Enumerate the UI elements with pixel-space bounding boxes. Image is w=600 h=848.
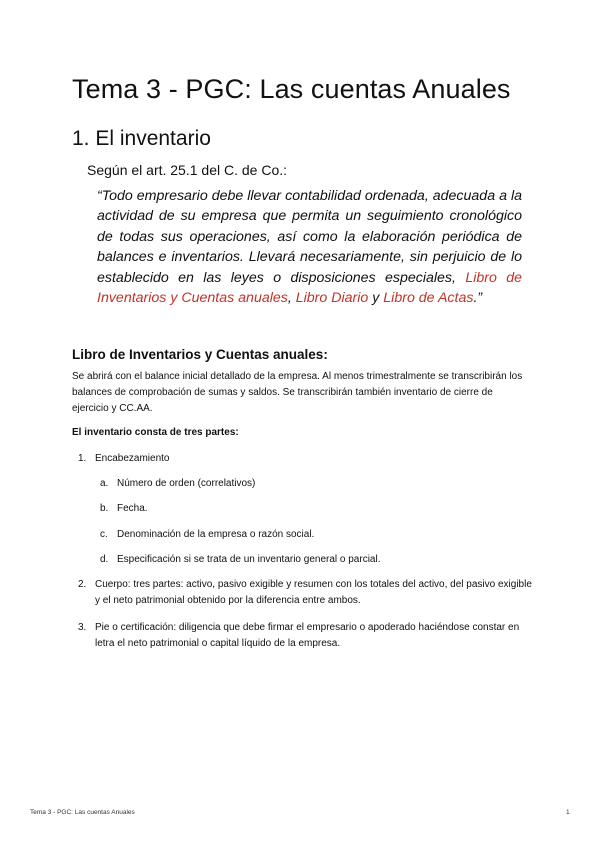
body-paragraph: Se abrirá con el balance inicial detallado de la empresa. Al menos trimestralmente se transcribirán los balances de comprobación de sumas y saldos. Se transcribirán también inventario de cierre de ejercicio y CC.AA. [72,371,523,414]
quote-end: .” [473,290,483,307]
sublist-text: Especificación si se trata de un inventario general o parcial. [117,554,381,565]
page-number: 1 [566,809,570,816]
sublist-letter: a. [100,478,109,489]
list-item [78,451,528,467]
sublist-item [100,552,520,568]
sublist-text: Número de orden (correlativos) [117,478,256,489]
list-text: Pie o certificación: diligencia que debe firmar el empresario o apoderado haciéndose constar en letra el neto patrimonial o capital líquido de la empresa. [95,622,520,649]
legal-quote [97,186,522,308]
footer-title: Tema 3 - PGC: Las cuentas Anuales [30,809,135,816]
sublist-letter: c. [100,529,108,540]
list-item [78,620,533,652]
list-item [78,577,533,609]
sublist-letter: d. [100,554,109,565]
sublist-text: Fecha. [117,503,148,514]
quote-highlight-libro-actas: Libro de Actas [383,290,474,307]
list-number: 2. [78,579,87,590]
section-heading: 1. El inventario [72,127,211,150]
sublist-text: Denominación de la empresa o razón social. [117,529,315,540]
sublist-item [100,476,520,492]
parts-heading: El inventario consta de tres partes: [72,427,239,438]
quote-text: “Todo empresario debe llevar contabilidad ordenada, adecuada a la actividad de su empresa que permita un seguimiento cronológico de todas sus operaciones, así como la elaboración periódica de balances e inventarios. Llevará necesariamente, sin perjuicio de lo establecido en las leyes o disposiciones especiales, [97,188,522,286]
quote-separator: y [368,290,384,307]
document-title: Tema 3 - PGC: Las cuentas Anuales [72,74,511,104]
intro-text: Según el art. 25.1 del C. de Co.: [87,162,288,178]
subheading-libro-inventarios: Libro de Inventarios y Cuentas anuales: [72,347,328,362]
sublist-item [100,501,520,517]
quote-highlight-libro-diario: Libro Diario [295,290,369,307]
list-number: 1. [78,453,87,464]
list-text: Encabezamiento [95,453,170,464]
quote-highlight-libro-inventarios: Libro de Inventarios y Cuentas anuales [97,269,522,307]
list-number: 3. [78,622,87,633]
list-text: Cuerpo: tres partes: activo, pasivo exigible y resumen con los totales del activo, del pasivo exigible y el neto patrimonial obtenido por la diferencia entre ambos. [95,579,532,606]
sublist-item [100,527,520,543]
sublist-letter: b. [100,503,109,514]
quote-separator: , [287,290,296,307]
